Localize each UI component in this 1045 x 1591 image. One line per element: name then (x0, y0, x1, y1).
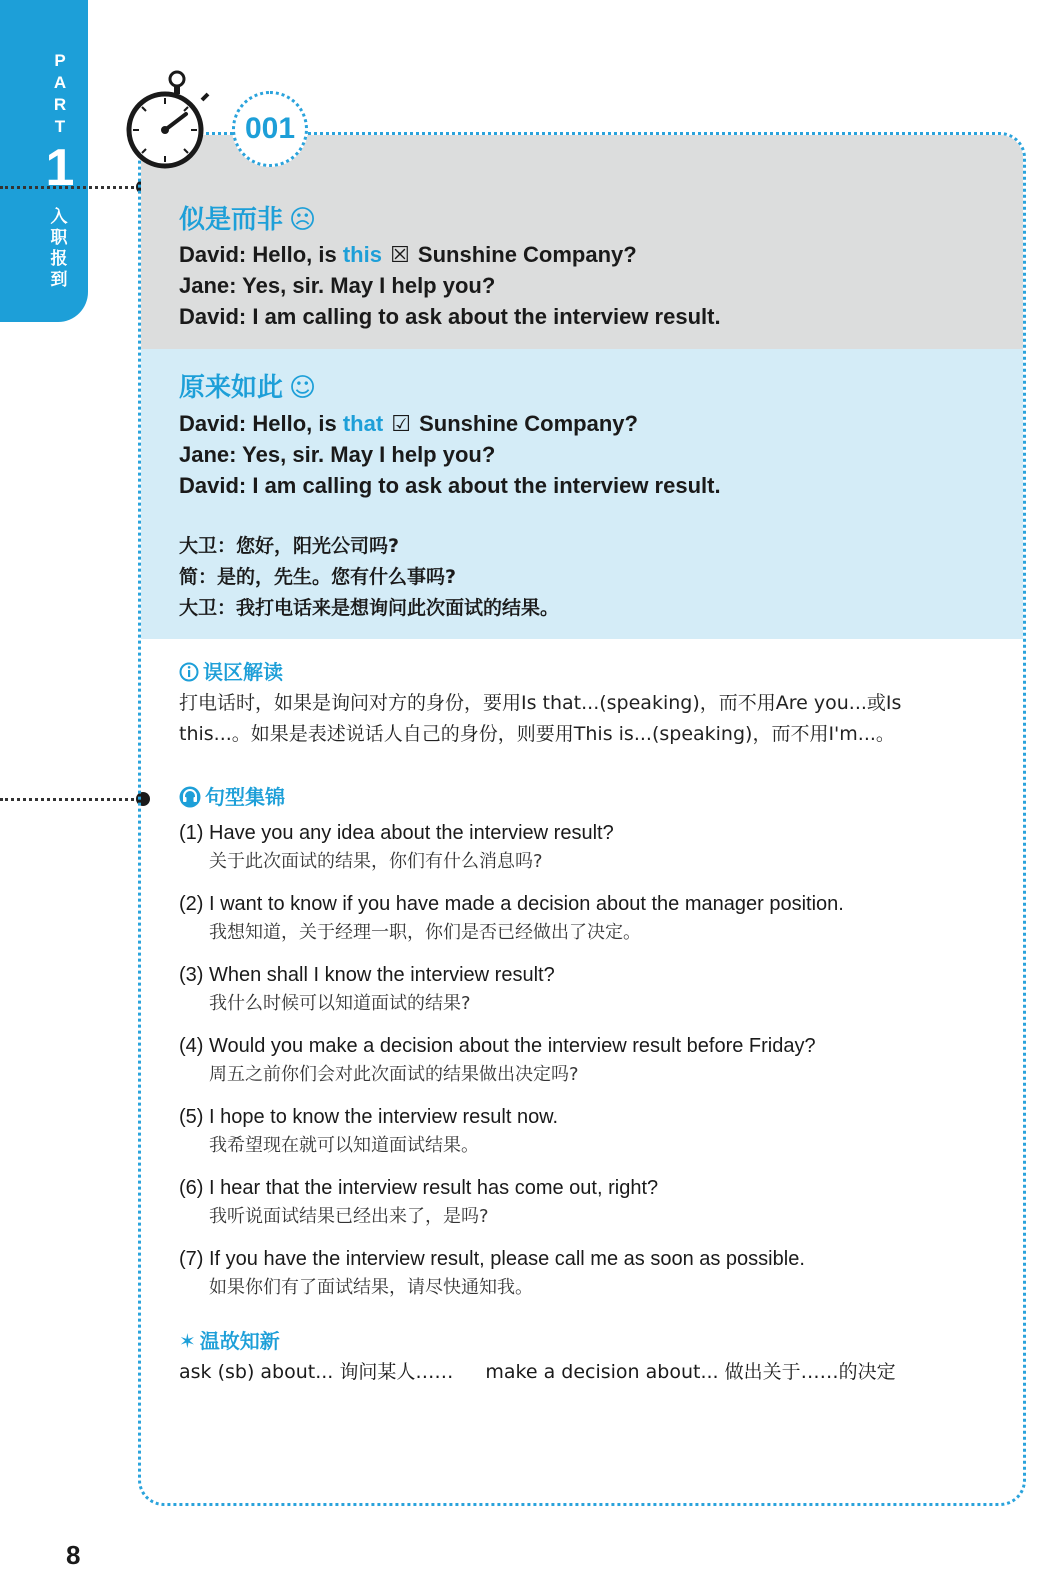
headset-icon (179, 785, 201, 809)
lesson-card (138, 132, 1026, 1506)
cross-box-icon: ☒ (390, 242, 410, 267)
part-tab (0, 0, 88, 322)
list-item: (3) When shall I know the interview result? 我什么时候可以知道面试的结果? (179, 964, 555, 1014)
dialogue-translation: 大卫：您好，阳光公司吗? 简：是的，先生。您有什么事吗? 大卫：我打电话来是想询问此次面试的结果。 (179, 535, 560, 619)
list-item: (7) If you have the interview result, please call me as soon as possible. 如果你们有了面试结果，请尽快通知我。 (179, 1248, 805, 1298)
connector-line-top (0, 186, 140, 189)
list-item: (6) I hear that the interview result has come out, right? 我听说面试结果已经出来了，是吗? (179, 1177, 659, 1227)
connector-line-patterns (0, 798, 140, 801)
check-box-icon: ☑ (391, 411, 412, 436)
misconception-heading: 误区解读 (179, 656, 283, 685)
smile-face-icon: ☺ (289, 373, 317, 403)
info-icon (179, 660, 199, 684)
dialogue-line: David: I am calling to ask about the interview result. (179, 304, 721, 329)
wrong-dialogue (179, 239, 721, 332)
list-item: (1) Have you any idea about the interview result? 关于此次面试的结果，你们有什么消息吗? (179, 822, 614, 872)
dialogue-line: David: Hello, is this ☒ Sunshine Company? (179, 242, 637, 267)
dialogue-line: David: Hello, is that ☑ Sunshine Company? (179, 411, 638, 436)
list-item: (2) I want to know if you have made a decision about the manager position. 我想知道，关于经理一职，你们是否已经做出了决定。 (179, 893, 844, 943)
chapter-title: 入 职 报 到 (50, 207, 68, 290)
misconception-text: 打电话时，如果是询问对方的身份，要用Is that...(speaking)，而不用Are you...或Is this...。如果是表述说话人自己的身份，则要用This is...(speaking)，而不用I'm...。 (179, 692, 902, 745)
stopwatch-icon (120, 66, 216, 176)
part-number: 1 (45, 139, 75, 197)
correct-usage-heading: 原来如此 ☺ (179, 373, 317, 403)
correct-dialogue (179, 408, 721, 501)
dialogue-line: Jane: Yes, sir. May I help you? (179, 442, 496, 467)
list-item: (4) Would you make a decision about the interview result before Friday? 周五之前你们会对此次面试的结果做出决定吗? (179, 1035, 816, 1085)
review-text: ask (sb) about... 询问某人…… make a decision about... 做出关于……的决定 (179, 1361, 896, 1383)
dialogue-line: David: I am calling to ask about the interview result. (179, 473, 721, 498)
wrong-usage-heading: 似是而非 ☹ (179, 205, 317, 235)
dialogue-line: Jane: Yes, sir. May I help you? (179, 273, 496, 298)
page-number: 8 (66, 1540, 81, 1570)
pattern-list (179, 818, 1009, 1315)
patterns-heading: 句型集锦 (179, 781, 285, 810)
star-icon: ✶ (179, 1329, 196, 1353)
part-label: P A R T (53, 51, 67, 136)
lesson-number-badge: 001 (232, 91, 308, 167)
sad-face-icon: ☹ (289, 205, 317, 235)
review-heading: ✶ 温故知新 (179, 1329, 280, 1353)
list-item: (5) I hope to know the interview result now. 我希望现在就可以知道面试结果。 (179, 1106, 559, 1156)
